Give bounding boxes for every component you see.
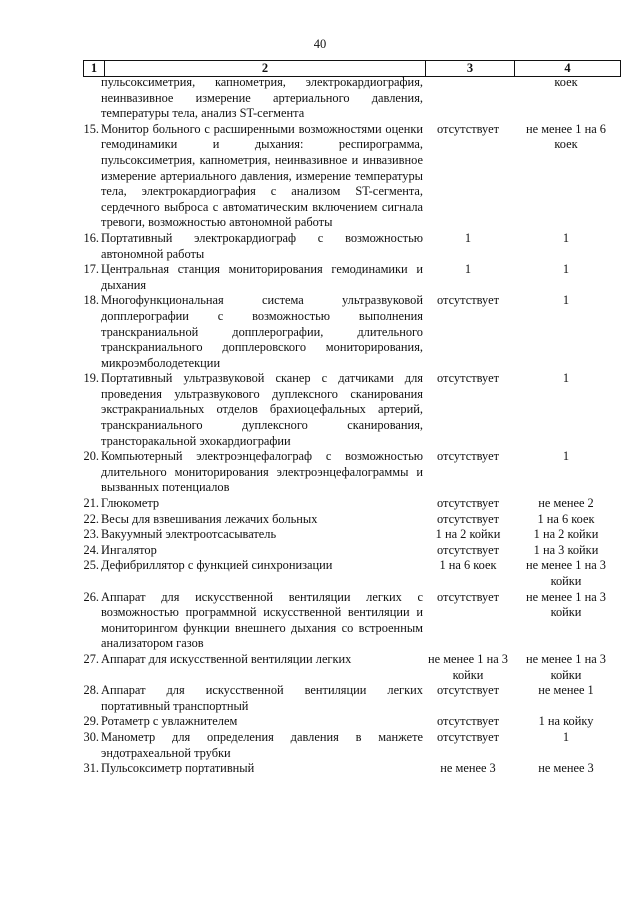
col3-value: не менее 1 на 3 койки xyxy=(427,651,508,682)
equipment-name: Аппарат для искусственной вентиляции легких с возможностью программной искусственной вентиляции и мониторингом функции внешнего дыхания со встроенным анализатором газов xyxy=(101,589,423,651)
equipment-name: Аппарат для искусственной вентиляции легких портативный транспортный xyxy=(101,683,423,713)
row-number: 31. xyxy=(83,761,99,776)
col3-value: не менее 3 xyxy=(440,761,496,776)
row-number: 27. xyxy=(83,651,99,666)
col4-value: коек xyxy=(554,75,578,89)
col3-value: 1 xyxy=(464,262,472,277)
col3-value: отсутствует xyxy=(437,683,499,698)
row-number: 19. xyxy=(83,371,99,386)
col4-value: 1 на 6 коек xyxy=(537,511,595,526)
equipment-name: пульсоксиметрия, капнометрия, электрокардиография, неинвазивное измерение артериального давления, температуры тела, анализ ST-сегмента xyxy=(101,75,423,121)
row-number: 20. xyxy=(83,449,99,464)
table-row xyxy=(83,371,619,449)
row-number: 17. xyxy=(83,262,99,277)
col4-value: 1 на койку xyxy=(538,714,594,729)
col3-value: 1 на 2 койки xyxy=(435,527,501,542)
equipment-name: Портативный электрокардиограф с возможностью автономной работы xyxy=(101,230,423,261)
col4-value: 1 на 3 койки xyxy=(533,542,599,557)
col3-value: 1 xyxy=(464,230,472,245)
table-row xyxy=(83,652,619,683)
row-number: 21. xyxy=(83,496,99,511)
equipment-name: Дефибриллятор с функцией синхронизации xyxy=(101,558,333,573)
header-col-3: 3 xyxy=(426,61,515,76)
col4-value: не менее 1 на 6 коек xyxy=(525,121,606,152)
table-row xyxy=(83,543,619,559)
row-number: 28. xyxy=(83,683,99,698)
col3-value: отсутствует xyxy=(437,371,499,386)
col4-value: 1 xyxy=(562,293,570,308)
row-number: 29. xyxy=(83,714,99,729)
col4-value: не менее 1 на 3 койки xyxy=(525,558,606,588)
table-row xyxy=(83,558,619,589)
col3-value: отсутствует xyxy=(437,121,499,136)
table-row xyxy=(83,512,619,528)
table-row xyxy=(83,730,619,761)
row-number: 30. xyxy=(83,729,99,744)
table-row xyxy=(83,761,619,777)
col4-value: 1 xyxy=(562,230,570,245)
col3-value: отсутствует xyxy=(437,449,499,464)
table-row xyxy=(83,590,619,652)
row-number: 23. xyxy=(83,527,99,542)
col3-value: отсутствует xyxy=(437,714,499,729)
equipment-name: Пульсоксиметр портативный xyxy=(101,761,255,776)
table-row xyxy=(83,231,619,262)
row-number: 15. xyxy=(83,121,99,136)
equipment-name: Компьютерный электроэнцефалограф с возможностью длительного мониторирования электроэнцефалограммы и вызванных потенциалов xyxy=(101,449,423,495)
header-col-2: 2 xyxy=(105,61,426,76)
col3-value: отсутствует xyxy=(437,542,499,557)
col3-value: отсутствует xyxy=(437,496,499,511)
col3-value: отсутствует xyxy=(437,511,499,526)
table-row xyxy=(83,122,619,231)
table-row xyxy=(83,683,619,714)
col3-value: отсутствует xyxy=(437,293,499,308)
header-col-4: 4 xyxy=(564,61,571,75)
row-number: 24. xyxy=(83,542,99,557)
col4-value: не менее 1 на 3 койки xyxy=(525,651,606,682)
row-number: 25. xyxy=(83,558,99,573)
row-number: 26. xyxy=(83,589,99,604)
equipment-name: Ингалятор xyxy=(101,542,157,557)
equipment-name: Весы для взвешивания лежачих больных xyxy=(101,511,318,526)
col4-value: 1 на 2 койки xyxy=(533,527,599,542)
table-row xyxy=(83,293,619,371)
col4-value: не менее 2 xyxy=(538,496,594,511)
equipment-name: Многофункциональная система ультразвуковой допплерографии с возможностью выполнения транскраниальной допплерографии, длительного транскраниального допплеровского мониторирования, микроэмболодетекции xyxy=(101,293,423,370)
col3-value: 1 на 6 коек xyxy=(439,558,497,573)
col4-value: 1 xyxy=(562,729,570,744)
col3-value: отсутствует xyxy=(437,589,499,604)
equipment-name: Ротаметр с увлажнителем xyxy=(101,714,238,729)
equipment-name: Глюкометр xyxy=(101,496,160,511)
header-col-1: 1 xyxy=(84,61,105,76)
equipment-table xyxy=(83,75,619,777)
page-number: 40 xyxy=(313,37,327,51)
col4-value: 1 xyxy=(562,371,570,386)
table-row xyxy=(83,262,619,293)
equipment-name: Манометр для определения давления в манжете эндотрахеальной трубки xyxy=(101,729,423,760)
col3-value: отсутствует xyxy=(437,729,499,744)
table-row xyxy=(83,714,619,730)
row-number: 22. xyxy=(83,511,99,526)
table-row xyxy=(83,527,619,543)
table-row xyxy=(83,75,619,122)
equipment-name: Вакуумный электроотсасыватель xyxy=(101,527,277,542)
equipment-name: Монитор больного с расширенными возможностями оценки гемодинамики и дыхания: респирограмма, пульсоксиметрия, капнометрия, неинвазивное и инвазивное измерение артериального давления, измерение температуры тела, электрокардиография с анализом ST-сегмента, сердечного выброса с автоматическим включением сигнала тревоги, возможностью автономной работы xyxy=(101,121,423,230)
table-row xyxy=(83,496,619,512)
col4-value: не менее 1 xyxy=(538,683,594,698)
equipment-name: Портативный ультразвуковой сканер с датчиками для проведения ультразвукового дуплексного сканирования экстракраниальных отделов брахиоцефальных артерий, транскраниального дуплексного сканирования, трансторакальной эхокардиографии xyxy=(101,371,423,448)
col4-value: 1 xyxy=(562,449,570,464)
col4-value: 1 xyxy=(562,262,570,277)
row-number: 16. xyxy=(83,230,99,245)
table-row xyxy=(83,449,619,496)
col4-value: не менее 1 на 3 койки xyxy=(525,589,606,620)
row-number: 18. xyxy=(83,293,99,308)
equipment-name: Центральная станция мониторирования гемодинамики и дыхания xyxy=(101,262,423,292)
equipment-name: Аппарат для искусственной вентиляции легких xyxy=(101,651,352,666)
col4-value: не менее 3 xyxy=(538,761,594,776)
